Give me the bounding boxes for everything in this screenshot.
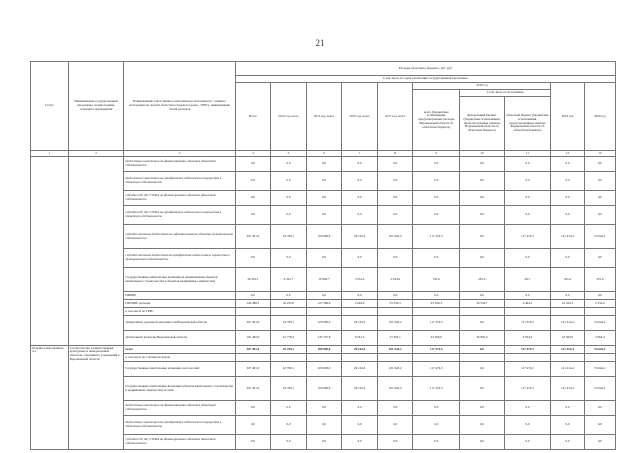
value-cell (235, 308, 271, 316)
value-cell: 331,6 (584, 268, 615, 292)
value-cell: 10 906,7 (306, 268, 342, 292)
column-index-cell: 2 (68, 151, 124, 157)
value-cell: 0,0 (460, 157, 504, 172)
value-cell: 53 644,2 (584, 362, 615, 377)
row-label: Государственные капитальные вложения, всего из них: (124, 362, 235, 377)
value-cell (342, 354, 378, 362)
row-label: бюджетные инвестиции на приобретение недвижимого имущества в областную собственность (124, 172, 235, 191)
value-cell: 0,0 (306, 206, 342, 225)
value-cell: 0,0 (551, 206, 584, 225)
value-cell: 0,0 (306, 157, 342, 172)
column-index-cell: 8 (377, 151, 413, 157)
row-label: субсидии ОУ, АУ, ГУПам на финансирование объектов областной собственности (124, 435, 235, 450)
header-2017: 2017 год, всего (377, 83, 413, 151)
value-cell: 162 482,0 (235, 331, 271, 346)
row-label: субсидии местным бюджетам на приобретение недвижимого имущества в муниципальную собственность (124, 249, 235, 268)
value-cell: 0,0 (271, 172, 307, 191)
value-cell: 0,0 (584, 249, 615, 268)
value-cell: 117 474,5 (504, 362, 551, 377)
value-cell: 43 799,1 (271, 225, 307, 249)
value-cell: 0,0 (584, 157, 615, 172)
column-index-cell: 3 (124, 151, 235, 157)
value-cell: 117 474,5 (504, 316, 551, 331)
value-cell: 101 926,2 (377, 316, 413, 331)
value-cell: 101 926,2 (377, 377, 413, 401)
value-cell: 0,0 (413, 172, 460, 191)
row-label: бюджетные инвестиции на финансирование объектов областной собственности (124, 157, 235, 172)
value-cell: 121 414,4 (551, 225, 584, 249)
header-federal: федеральный бюджет (бюджетные ассигнования, предусмотренные законом Воронежской области об областном бюджете) (460, 97, 504, 151)
value-cell (504, 354, 551, 362)
column-index-cell: 9 (413, 151, 460, 157)
header-2018: 2018 год (413, 83, 551, 90)
value-cell: 121 414,4 (551, 362, 584, 377)
header-by-years: в том числе по годам реализации государственной программы (235, 76, 615, 83)
value-cell: 0,0 (342, 206, 378, 225)
row-label: всего (124, 346, 235, 354)
value-cell: 0,0 (584, 172, 615, 191)
table-row (31, 346, 616, 354)
column-index-cell: 4 (235, 151, 271, 157)
value-cell: 0,0 (377, 249, 413, 268)
value-cell: 0,0 (504, 157, 551, 172)
header-status: Статус (31, 62, 69, 151)
value-cell: 0,0 (551, 435, 584, 450)
header-regional: областной бюджет (бюджетные ассигнования, предусмотренные законом Воронежской области об областном бюджете) (504, 97, 551, 151)
value-cell: 100 000,0 (306, 377, 342, 401)
value-cell: 0,0 (413, 249, 460, 268)
value-cell: 100 000,0 (306, 316, 342, 331)
value-cell: 367 401,0 (235, 377, 271, 401)
value-cell: 0,0 (377, 172, 413, 191)
row-label: в том числе по статьям расходов: (124, 354, 235, 362)
value-cell: 36 554,7 (460, 300, 504, 308)
value-cell: 29 162,6 (342, 377, 378, 401)
value-cell: 0,0 (413, 292, 460, 300)
value-cell: 0,0 (504, 401, 551, 416)
value-cell: 0,0 (306, 416, 342, 435)
value-cell: 0,0 (342, 292, 378, 300)
value-cell: 0,0 (460, 191, 504, 206)
value-cell: 100 000,0 (306, 346, 342, 354)
value-cell: 0,0 (271, 401, 307, 416)
row-label: бюджетные инвестиции на финансирование объектов областной собственности (124, 401, 235, 416)
value-cell: 29 162,6 (342, 225, 378, 249)
value-cell (413, 308, 460, 316)
value-cell: 0,0 (584, 401, 615, 416)
value-cell: 0,0 (377, 401, 413, 416)
value-cell (377, 354, 413, 362)
value-cell: 0,0 (306, 401, 342, 416)
value-cell (306, 308, 342, 316)
value-cell: 6 494,5 (504, 300, 551, 308)
value-cell: 2 029,0 (342, 300, 378, 308)
value-cell: 0,0 (551, 249, 584, 268)
value-cell: 117 474,5 (413, 377, 460, 401)
value-cell: 0,0 (271, 191, 307, 206)
row-label: Департамент культуры Воронежской области (124, 331, 235, 346)
value-cell: 0,0 (551, 292, 584, 300)
column-index-cell: 7 (342, 151, 378, 157)
value-cell: 0,0 (504, 292, 551, 300)
value-cell: 0,0 (584, 292, 615, 300)
value-cell (584, 354, 615, 362)
value-cell: 43 360,9 (551, 331, 584, 346)
value-cell: 8 261,3 (342, 331, 378, 346)
value-cell (377, 308, 413, 316)
value-cell: 2 034,9 (377, 268, 413, 292)
value-cell: 0,0 (235, 191, 271, 206)
value-cell: 0,0 (377, 416, 413, 435)
column-index-cell: 13 (584, 151, 615, 157)
value-cell: 0,0 (460, 225, 504, 249)
value-cell: 0,0 (460, 416, 504, 435)
value-cell: 0,0 (584, 191, 615, 206)
row-label: субсидии ОУ, АУ, ГУПам на приобретение недвижимого имущества в областную собственность (124, 206, 235, 225)
value-cell (551, 308, 584, 316)
value-cell: 367 401,0 (235, 316, 271, 331)
value-cell: 0,0 (271, 416, 307, 435)
value-cell: 53 644,2 (584, 316, 615, 331)
value-cell: 53 644,2 (584, 377, 615, 401)
status-cell-empty (31, 157, 69, 346)
value-cell: 0,0 (342, 157, 378, 172)
header-2019: 2019 год (551, 83, 584, 151)
value-cell: 101 926,2 (377, 346, 413, 354)
header-2018-total: всего (бюджетные ассигнования, предусмотренные расходы Воронежской области об областном бюджете) (413, 90, 460, 151)
value-cell (271, 308, 307, 316)
value-cell: 0,0 (460, 377, 504, 401)
value-cell: 0,0 (460, 172, 504, 191)
value-cell: 0,0 (235, 172, 271, 191)
value-cell (584, 308, 615, 316)
value-cell: 281,9 (460, 268, 504, 292)
header-2020: 2020 год (584, 83, 615, 151)
value-cell: 0,0 (377, 191, 413, 206)
value-cell: 117 474,5 (413, 362, 460, 377)
budget-table (30, 61, 616, 450)
row-label: субсидии ОУ, АУ, ГУПам на финансирование объектов областной собственности (124, 191, 235, 206)
value-cell: 43 360,9 (413, 331, 460, 346)
value-cell: 367 401,0 (235, 362, 271, 377)
value-cell: 0,0 (235, 416, 271, 435)
row-label: бюджетные инвестиции на приобретение недвижимого имущества в областную собственность (124, 416, 235, 435)
value-cell: 0,0 (342, 172, 378, 191)
column-index-cell: 10 (460, 151, 504, 157)
value-cell: 53 644,2 (584, 225, 615, 249)
value-cell: 41 778,3 (271, 331, 307, 346)
row-label: НИОКР (124, 292, 235, 300)
column-index-cell: 5 (271, 151, 307, 157)
value-cell (504, 308, 551, 316)
value-cell: 0,0 (306, 292, 342, 300)
value-cell: 43 799,1 (271, 316, 307, 331)
value-cell: 0,0 (306, 249, 342, 268)
main-event-title: Строительство и реконструкция культурных и мемориальных объектов, спортивных учреждений в Воронежской области (68, 346, 124, 450)
value-cell: 0,0 (235, 435, 271, 450)
value-cell: 101 926,2 (377, 362, 413, 377)
row-label: Департамент дорожной деятельности Воронежской области (124, 316, 235, 331)
value-cell: 0,0 (460, 316, 504, 331)
value-cell: 0,0 (413, 206, 460, 225)
value-cell: 32 252,6 (271, 300, 307, 308)
value-cell: 49,7 (504, 268, 551, 292)
value-cell (413, 354, 460, 362)
value-cell: 0,0 (306, 172, 342, 191)
value-cell: 331,6 (413, 268, 460, 292)
value-cell: 0,0 (235, 249, 271, 268)
value-cell (460, 308, 504, 316)
header-2016: 2016 год, всего (342, 83, 378, 151)
value-cell: 0,0 (551, 416, 584, 435)
value-cell: 0,0 (551, 401, 584, 416)
value-cell: 43 799,1 (271, 377, 307, 401)
program-cell-empty (68, 157, 124, 346)
value-cell: 0,0 (584, 206, 615, 225)
value-cell: 0,0 (460, 362, 504, 377)
value-cell: 43 329,3 (413, 300, 460, 308)
value-cell: 367 401,0 (235, 346, 271, 354)
value-cell: 29 162,6 (342, 362, 378, 377)
value-cell: 126 288,5 (235, 300, 271, 308)
value-cell: 121 414,4 (551, 377, 584, 401)
value-cell: 0,0 (271, 249, 307, 268)
value-cell: 0,0 (551, 157, 584, 172)
value-cell: 43 799,1 (271, 362, 307, 377)
value-cell: 6 504,2 (504, 331, 551, 346)
value-cell: 0,0 (235, 206, 271, 225)
value-cell: 36 856,0 (460, 331, 504, 346)
header-program-name: Наименование государственной программы, подпрограммы, основного мероприятия (68, 62, 124, 151)
value-cell: 0,0 (377, 157, 413, 172)
value-cell: 367 401,0 (235, 225, 271, 249)
header-total: Всего (235, 83, 271, 151)
value-cell: 0,0 (342, 191, 378, 206)
value-cell: 0,0 (377, 292, 413, 300)
value-cell: 29 162,6 (342, 346, 378, 354)
value-cell: 0,0 (342, 435, 378, 450)
value-cell: 0,0 (413, 157, 460, 172)
value-cell: 29 162,6 (342, 316, 378, 331)
value-cell: 0,0 (413, 191, 460, 206)
value-cell: 0,0 (504, 172, 551, 191)
value-cell: 0,0 (377, 435, 413, 450)
value-cell (551, 354, 584, 362)
column-index-cell: 12 (551, 151, 584, 157)
value-cell: 0,0 (342, 249, 378, 268)
value-cell: 57 285,1 (377, 331, 413, 346)
value-cell: 117 474,5 (413, 346, 460, 354)
value-cell: 331,6 (551, 268, 584, 292)
value-cell: 0,0 (271, 206, 307, 225)
value-cell: 121 414,4 (551, 346, 584, 354)
row-label: Государственные капитальные вложения (объекты капитального строительства и недвижимого имущества), из них: (124, 377, 235, 401)
value-cell: 43 029,3 (551, 300, 584, 308)
value-cell: 0,0 (235, 292, 271, 300)
header-2014: 2014 год, всего (271, 83, 307, 151)
value-cell: 117 474,5 (504, 377, 551, 401)
value-cell: 0,0 (504, 435, 551, 450)
header-expenses: Расходы областного бюджета, тыс. руб (235, 62, 615, 76)
value-cell (235, 354, 271, 362)
value-cell: 36 591,1 (235, 268, 271, 292)
row-label: ПРОЧИЕ расходы (124, 300, 235, 308)
row-label: в том числе по ГРБС (124, 308, 235, 316)
value-cell: 9 325,7 (271, 268, 307, 292)
main-event-status: Основное мероприятие 4.1 (31, 346, 69, 450)
value-cell: 0,0 (271, 292, 307, 300)
value-cell: 0,0 (235, 401, 271, 416)
value-cell: 0,0 (460, 292, 504, 300)
value-cell: 121 414,4 (551, 316, 584, 331)
value-cell: 0,0 (342, 401, 378, 416)
value-cell: 2 664,4 (584, 331, 615, 346)
table-body (31, 151, 616, 450)
value-cell: 43 799,1 (271, 346, 307, 354)
value-cell (342, 308, 378, 316)
header-2015: 2015 год, всего (306, 83, 342, 151)
value-cell: 100 000,0 (306, 362, 342, 377)
value-cell: 0,0 (584, 435, 615, 450)
value-cell: 117 474,5 (413, 316, 460, 331)
value-cell: 0,0 (306, 191, 342, 206)
column-index-cell: 6 (306, 151, 342, 157)
value-cell (271, 354, 307, 362)
value-cell: 0,0 (342, 416, 378, 435)
value-cell: 117 474,5 (504, 225, 551, 249)
value-cell: 0,0 (551, 191, 584, 206)
value-cell: 55 230,3 (377, 300, 413, 308)
header-incl-sources: в том числе по источникам (460, 90, 551, 97)
value-cell: 53 644,2 (584, 346, 615, 354)
value-cell: 0,0 (306, 435, 342, 450)
value-cell: 0,0 (271, 157, 307, 172)
value-cell: 0,0 (460, 249, 504, 268)
value-cell: 3 232,0 (342, 268, 378, 292)
value-cell: 117 474,5 (504, 346, 551, 354)
value-cell: 0,0 (460, 206, 504, 225)
value-cell (306, 354, 342, 362)
value-cell: 0,0 (504, 249, 551, 268)
table-row (31, 157, 616, 172)
value-cell: 0,0 (413, 416, 460, 435)
value-cell: 145 791,8 (306, 331, 342, 346)
value-cell: 0,0 (584, 416, 615, 435)
value-cell: 0,0 (504, 206, 551, 225)
value-cell: 0,0 (377, 206, 413, 225)
value-cell: 117 474,5 (413, 225, 460, 249)
value-cell: 101 926,2 (377, 225, 413, 249)
header-responsible: Наименование ответственного исполнителя, исполнителя - главного распорядителя средств областного бюджета (далее - ГРБС), наименование статей расходов (124, 62, 235, 151)
row-label: субсидии местным бюджетам на софинансирование объектов муниципальной собственности (124, 225, 235, 249)
value-cell: 2 332,9 (584, 300, 615, 308)
value-cell: 0,0 (460, 435, 504, 450)
table-header (31, 62, 616, 151)
column-index-cell: 11 (504, 151, 551, 157)
value-cell: 0,0 (460, 346, 504, 354)
value-cell: 0,0 (413, 435, 460, 450)
value-cell: 0,0 (413, 401, 460, 416)
value-cell: 0,0 (460, 401, 504, 416)
value-cell: 100 000,0 (306, 225, 342, 249)
value-cell: 0,0 (504, 191, 551, 206)
value-cell: 0,0 (551, 172, 584, 191)
page-number: 21 (315, 38, 325, 48)
value-cell: 127 286,9 (306, 300, 342, 308)
value-cell: 0,0 (504, 416, 551, 435)
value-cell (460, 354, 504, 362)
value-cell: 0,0 (235, 157, 271, 172)
value-cell: 0,0 (271, 435, 307, 450)
row-label: Государственные капитальные вложения (в наименовании объектов капитального строительства и объектов недвижимого имущества) (124, 268, 235, 292)
column-index-cell: 1 (31, 151, 69, 157)
